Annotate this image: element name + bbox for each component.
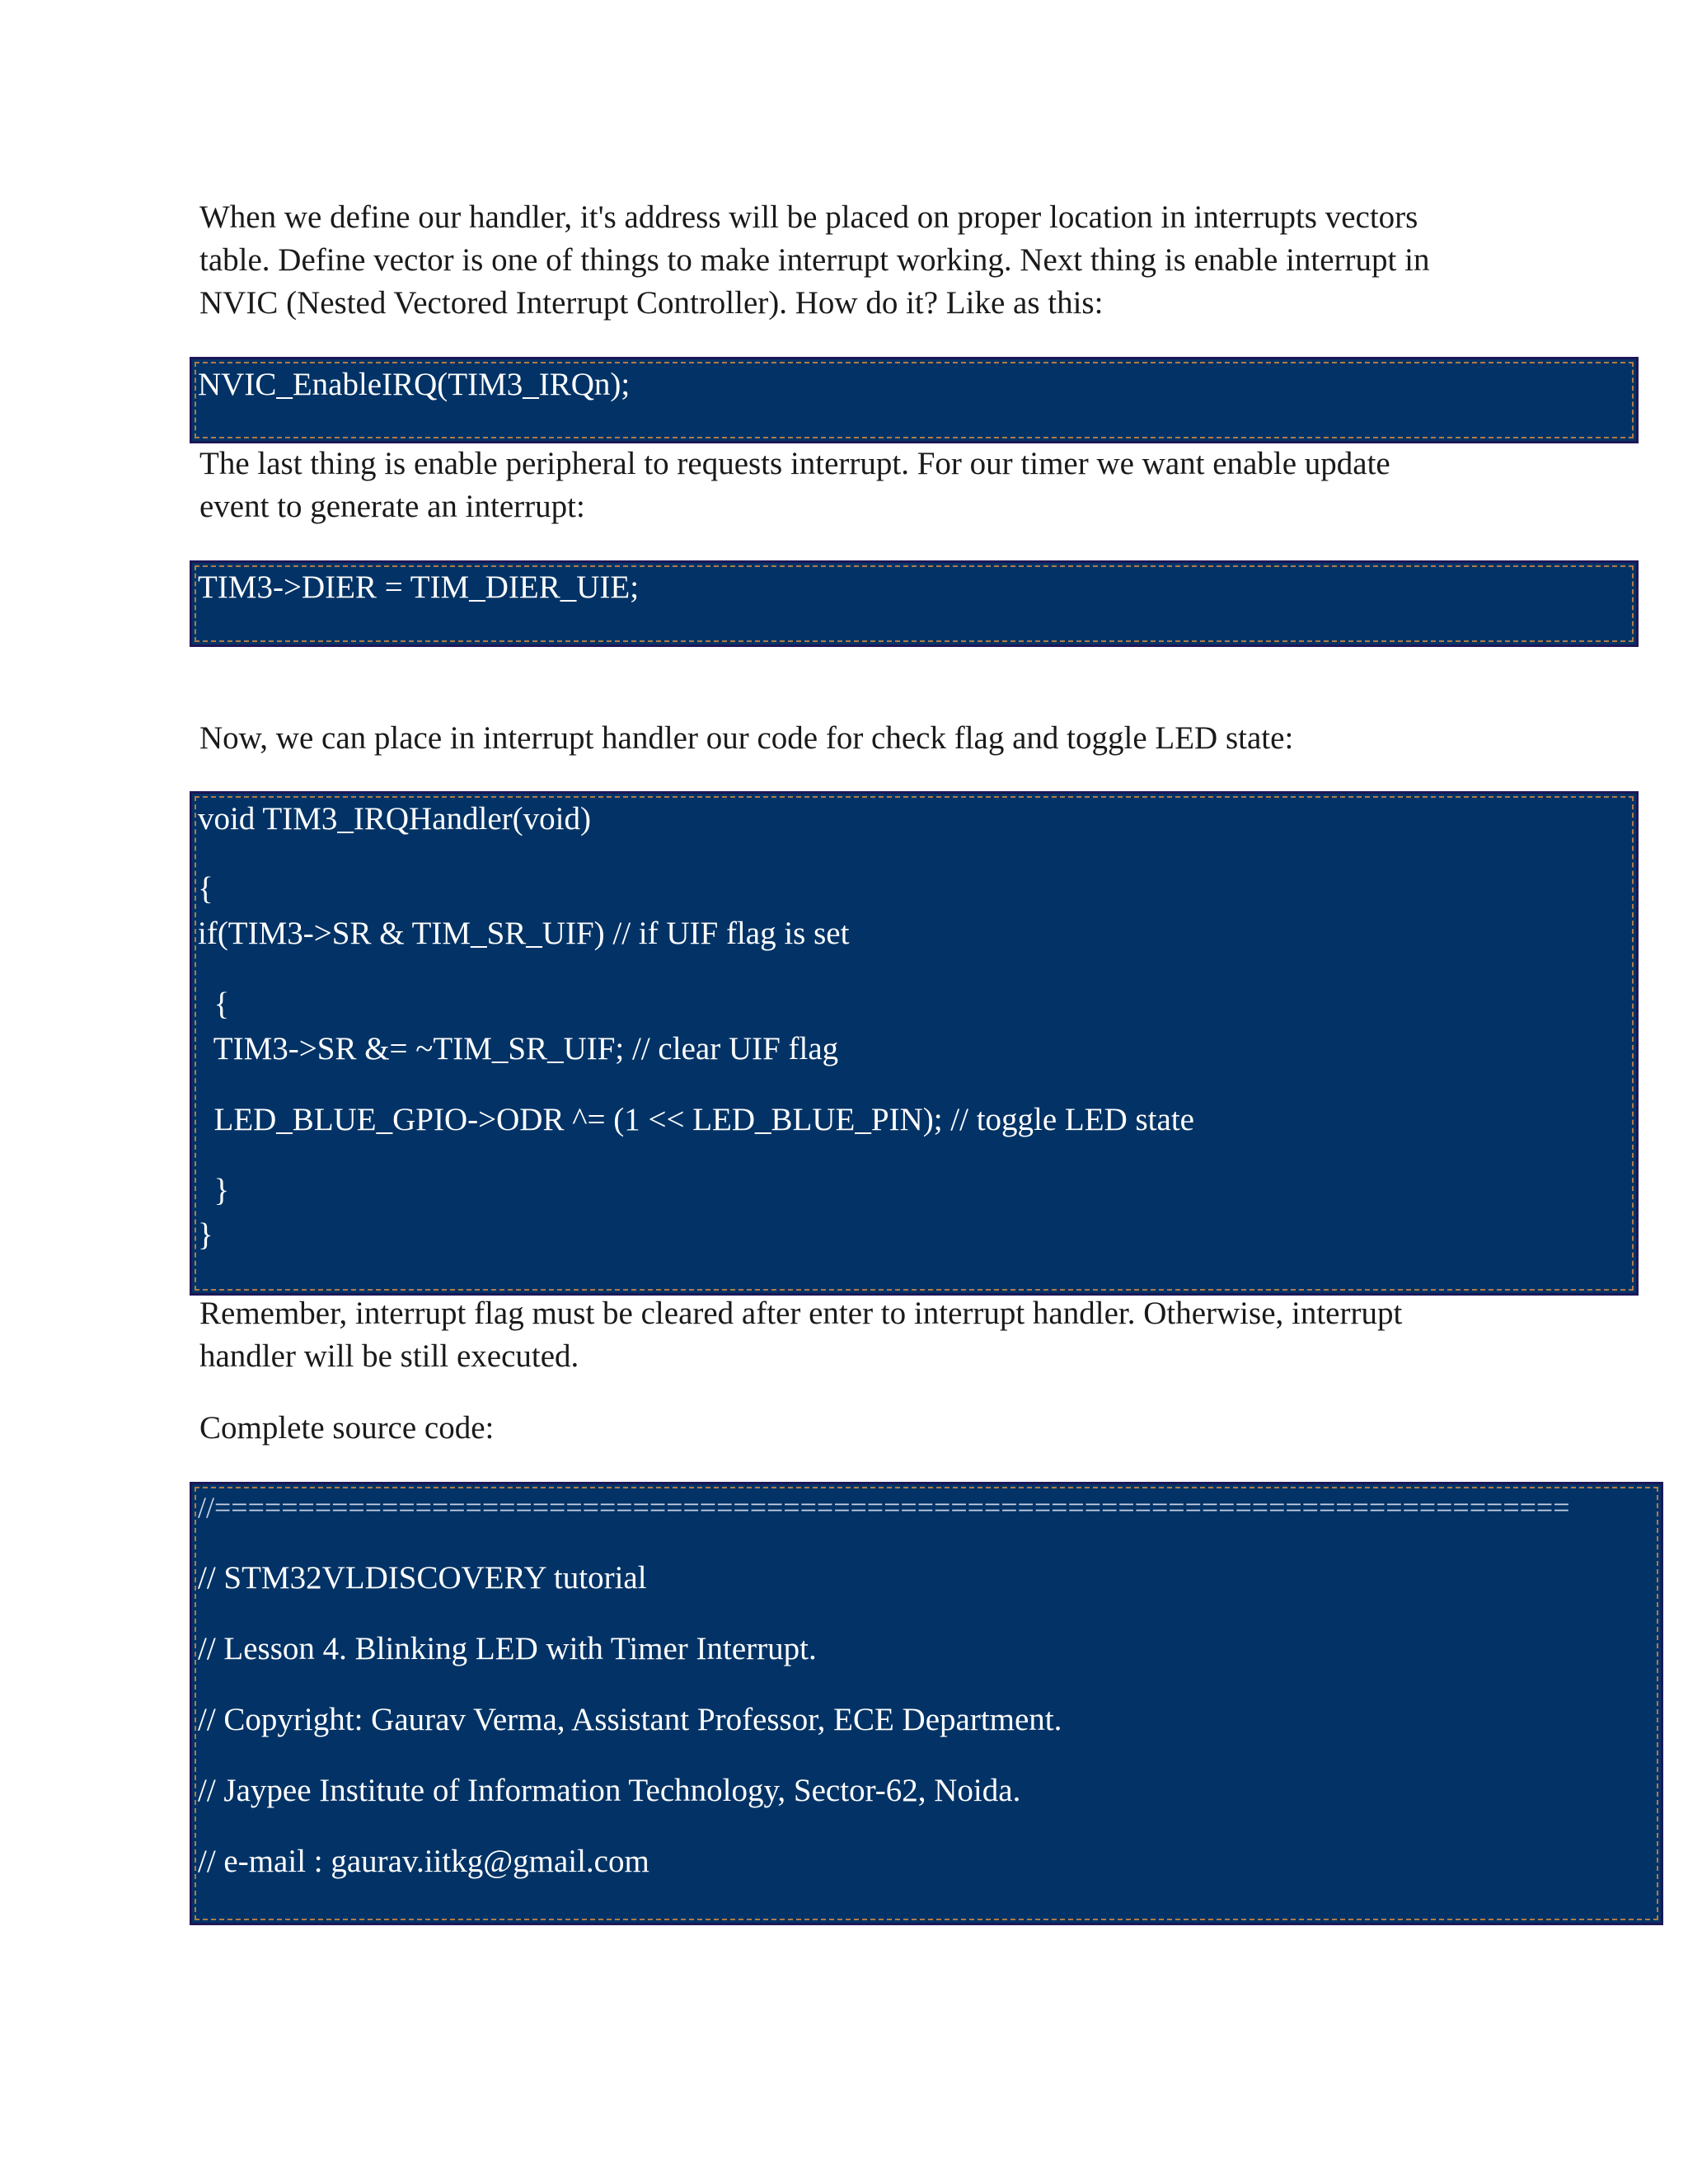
code-line: LED_BLUE_GPIO->ODR ^= (1 << LED_BLUE_PIN); // toggle LED state — [198, 1102, 1194, 1137]
paragraph-remember — [199, 1292, 1491, 1378]
paragraph-handler-intro — [199, 717, 1491, 760]
text-line: When we define our handler, it's address will be placed on proper location in interrupts vectors — [199, 199, 1418, 235]
code-line: void TIM3_IRQHandler(void) — [198, 801, 591, 837]
text-line: The last thing is enable peripheral to requests interrupt. For our timer we want enable update — [199, 446, 1390, 481]
code-line: { — [198, 987, 230, 1022]
text-line: event to generate an interrupt: — [199, 489, 585, 524]
paragraph-complete-source — [199, 1407, 1491, 1450]
code-line: // Lesson 4. Blinking LED with Timer Interrupt. — [198, 1631, 817, 1666]
code-line: NVIC_EnableIRQ(TIM3_IRQn); — [198, 367, 631, 402]
code-line: // Jaypee Institute of Information Technology, Sector-62, Noida. — [198, 1773, 1021, 1808]
text-line: Now, we can place in interrupt handler our code for check flag and toggle LED state: — [199, 720, 1294, 756]
code-line: { — [198, 871, 213, 907]
code-line: // STM32VLDISCOVERY tutorial — [198, 1560, 647, 1596]
text-line: Remember, interrupt flag must be cleared after enter to interrupt handler. Otherwise, interrupt — [199, 1296, 1403, 1331]
text-line: table. Define vector is one of things to make interrupt working. Next thing is enable interrupt in — [199, 242, 1430, 278]
code-line: TIM3->SR &= ~TIM_SR_UIF; // clear UIF flag — [198, 1031, 839, 1066]
text-line: NVIC (Nested Vectored Interrupt Controller). How do it? Like as this: — [199, 285, 1104, 321]
code-line: TIM3->DIER = TIM_DIER_UIE; — [198, 569, 640, 605]
code-line: // Copyright: Gaurav Verma, Assistant Professor, ECE Department. — [198, 1702, 1062, 1737]
code-line: } — [198, 1217, 213, 1253]
code-line: } — [198, 1173, 230, 1208]
code-line: // e-mail : gaurav.iitkg@gmail.com — [198, 1844, 649, 1879]
paragraph-intro — [199, 196, 1491, 325]
paragraph-enable-peripheral — [199, 443, 1491, 528]
code-line: //================================================================================= — [198, 1491, 1570, 1524]
text-line: handler will be still executed. — [199, 1338, 579, 1374]
code-line: if(TIM3->SR & TIM_SR_UIF) // if UIF flag is set — [198, 916, 850, 951]
text-line: Complete source code: — [199, 1410, 495, 1446]
